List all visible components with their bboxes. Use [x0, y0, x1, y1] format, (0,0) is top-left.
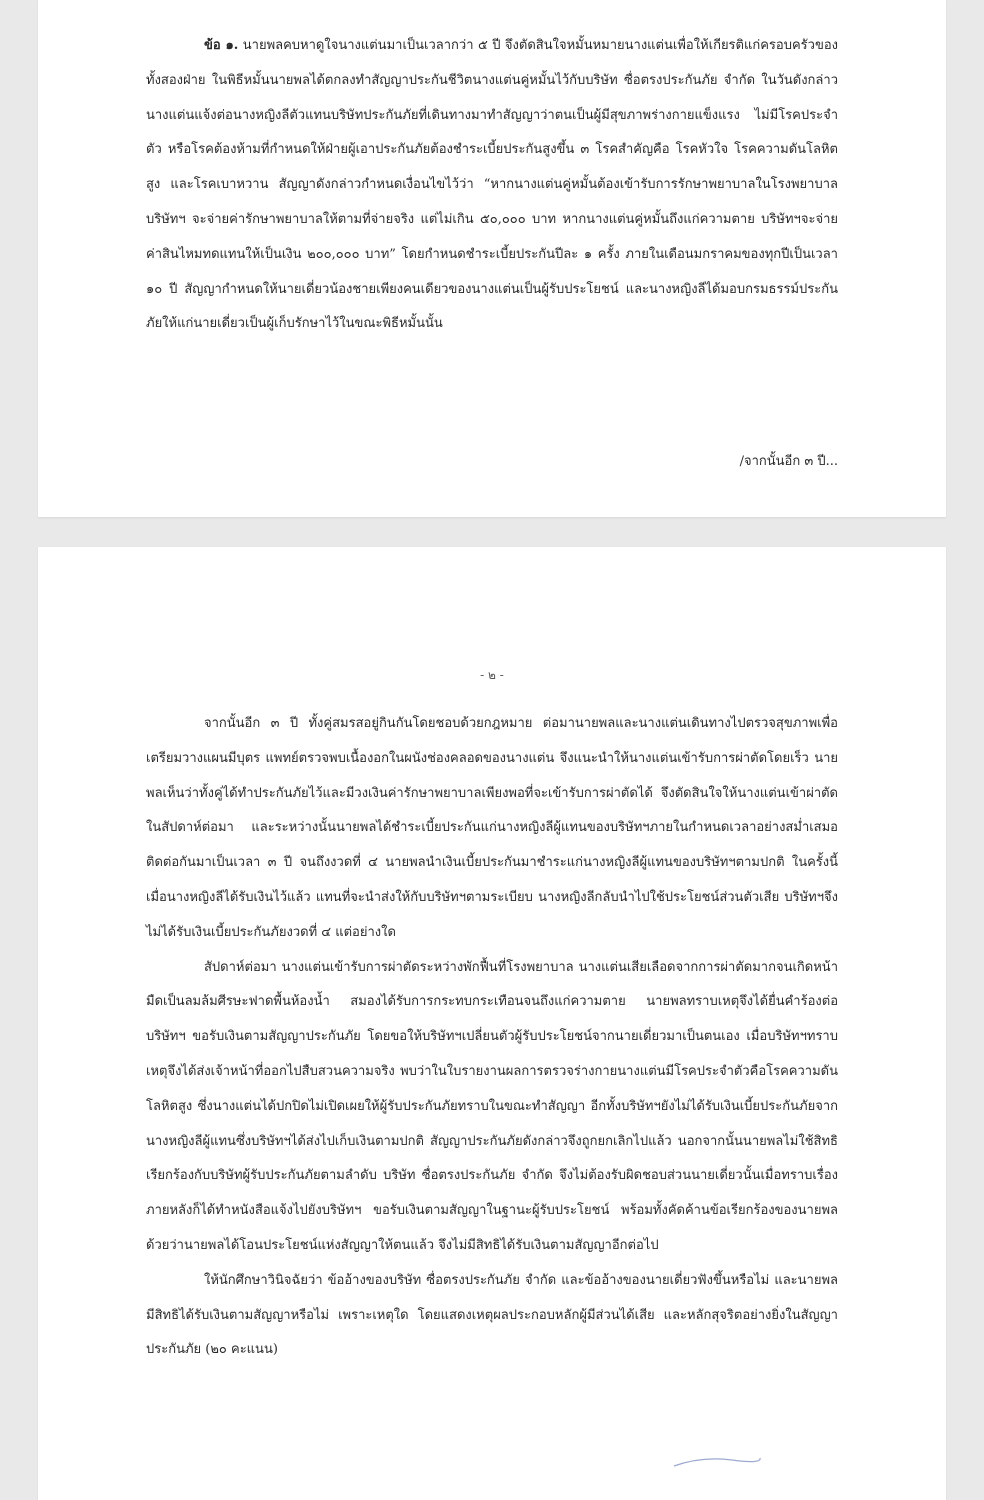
continuation-note: /จากนั้นอีก ๓ ปี...	[739, 454, 838, 469]
question-paragraph: ให้นักศึกษาวินิจฉัยว่า ข้ออ้างของบริษัท ซื่อตรงประกันภัย จำกัด และข้ออ้างของนายเดี่ยวฟังขึ้นหรือไม่ และนายพลมีสิทธิได้รับเงินตามสัญญาหรือไม่ เพราะเหตุใด โดยแสดงเหตุผลประกอบหลักผู้มีส่วนได้เสีย และหลักสุจริตอย่างยิ่งในสัญญาประกันภัย (๒๐ คะแนน)	[146, 1272, 838, 1358]
paragraph-1: จากนั้นอีก ๓ ปี ทั้งคู่สมรสอยู่กินกันโดยชอบด้วยกฎหมาย ต่อมานายพลและนางแต่นเดินทางไปตรวจสุขภาพเพื่อเตรียมวางแผนมีบุตร แพทย์ตรวจพบเนื้องอกในผนังช่องคลอดของนางแต่น จึงแนะนำให้นางแต่นเข้ารับการผ่าตัดโดยเร็ว นายพลเห็นว่าทั้งคู่ได้ทำประกันภัยไว้และมีวงเงินค่ารักษาพยาบาลเพียงพอที่จะเข้ารับการผ่าตัดได้ จึงตัดสินใจให้นางแต่นเข้าผ่าตัดในสัปดาห์ต่อมา และระหว่างนั้นนายพลได้ชำระเบี้ยประกันแก่นางหญิงลีผู้แทนของบริษัทฯภายในกำหนดเวลาอย่างสม่ำเสมอติดต่อกันมาเป็นเวลา ๓ ปี จนถึงงวดที่ ๔ นายพลนำเงินเบี้ยประกันมาชำระแก่นางหญิงลีผู้แทนของบริษัทฯตามปกติ ในครั้งนี้เมื่อนางหญิงลีได้รับเงินไว้แล้ว แทนที่จะนำส่งให้กับบริษัทฯตามระเบียบ นางหญิงลีกลับนำไปใช้ประโยชน์ส่วนตัวเสีย บริษัทฯจึงไม่ได้รับเงินเบี้ยประกันภัยงวดที่ ๔ แต่อย่างใด	[146, 716, 838, 940]
clause-1-text: นายพลคบหาดูใจนางแต่นมาเป็นเวลากว่า ๕ ปี จึงตัดสินใจหมั้นหมายนางแต่นเพื่อให้เกียรติแก่ครอบครัวของทั้งสองฝ่าย ในพิธีหมั้นนายพลได้ตกลงทำสัญญาประกันชีวิตนางแต่นคู่หมั้นไว้กับบริษัท ซื่อตรงประกันภัย จำกัด ในวันดังกล่าวนางแต่นแจ้งต่อนางหญิงลีตัวแทนบริษัทประกันภัยที่เดินทางมาทำสัญญาว่าตนเป็นผู้มีสุขภาพร่างกายแข็งแรง ไม่มีโรคประจำตัว หรือโรคต้องห้ามที่กำหนดให้ฝ่ายผู้เอาประกันภัยต้องชำระเบี้ยประกันสูงขึ้น ๓ โรคสำคัญคือ โรคหัวใจ โรคความดันโลหิตสูง และโรคเบาหวาน สัญญาดังกล่าวกำหนดเงื่อนไขไว้ว่า “หากนางแต่นคู่หมั้นต้องเข้ารับการรักษาพยาบาลในโรงพยาบาล บริษัทฯ จะจ่ายค่ารักษาพยาบาลให้ตามที่จ่ายจริง แต่ไม่เกิน ๕๐,๐๐๐ บาท หากนางแต่นคู่หมั้นถึงแก่ความตาย บริษัทฯจะจ่ายค่าสินไหมทดแทนให้เป็นเงิน ๒๐๐,๐๐๐ บาท” โดยกำหนดชำระเบี้ยประกันปีละ ๑ ครั้ง ภายในเดือนมกราคมของทุกปีเป็นเวลา ๑๐ ปี สัญญากำหนดให้นายเดี่ยวน้องชายเพียงคนเดียวของนางแต่นเป็นผู้รับประโยชน์ และนางหญิงลีได้มอบกรมธรรม์ประกันภัยให้แก่นายเดี่ยวเป็นผู้เก็บรักษาไว้ในขณะพิธีหมั้นนั้น	[146, 38, 838, 332]
pen-mark-decoration	[672, 1454, 762, 1468]
page-2-body	[146, 707, 838, 1368]
clause-label: ข้อ ๑.	[204, 38, 239, 53]
page-number: - ๒ -	[480, 668, 504, 682]
page-1-body	[146, 29, 838, 342]
document-page-1	[38, 0, 946, 517]
clause-1-paragraph	[146, 29, 838, 342]
document-page-2	[38, 547, 946, 1500]
paragraph-2: สัปดาห์ต่อมา นางแต่นเข้ารับการผ่าตัดระหว่างพักฟื้นที่โรงพยาบาล นางแต่นเสียเลือดจากการผ่าตัดมากจนเกิดหน้ามืดเป็นลมล้มศีรษะฟาดพื้นห้องน้ำ สมองได้รับการกระทบกระเทือนจนถึงแก่ความตาย นายพลทราบเหตุจึงได้ยื่นคำร้องต่อบริษัทฯ ขอรับเงินตามสัญญาประกันภัย โดยขอให้บริษัทฯเปลี่ยนตัวผู้รับประโยชน์จากนายเดี่ยวมาเป็นตนเอง เมื่อบริษัทฯทราบเหตุจึงได้ส่งเจ้าหน้าที่ออกไปสืบสวนความจริง พบว่าในใบรายงานผลการตรวจร่างกายนางแต่นมีโรคประจำตัวคือโรคความดันโลหิตสูง ซึ่งนางแต่นได้ปกปิดไม่เปิดเผยให้ผู้รับประกันภัยทราบในขณะทำสัญญา อีกทั้งบริษัทฯยังไม่ได้รับเงินเบี้ยประกันภัยจากนางหญิงลีผู้แทนซึ่งบริษัทฯได้ส่งไปเก็บเงินตามปกติ สัญญาประกันภัยดังกล่าวจึงถูกยกเลิกไปแล้ว นอกจากนั้นนายพลไม่ใช้สิทธิเรียกร้องกับบริษัทผู้รับประกันภัยตามลำดับ บริษัท ซื่อตรงประกันภัย จำกัด จึงไม่ต้องรับผิดชอบส่วนนายเดี่ยวนั้นเมื่อทราบเรื่องภายหลังก็ได้ทำหนังสือแจ้งไปยังบริษัทฯ ขอรับเงินตามสัญญาในฐานะผู้รับประโยชน์ พร้อมทั้งคัดค้านข้อเรียกร้องของนายพล ด้วยว่านายพลได้โอนประโยชน์แห่งสัญญาให้ตนแล้ว จึงไม่มีสิทธิได้รับเงินตามสัญญาอีกต่อไป	[146, 959, 838, 1253]
